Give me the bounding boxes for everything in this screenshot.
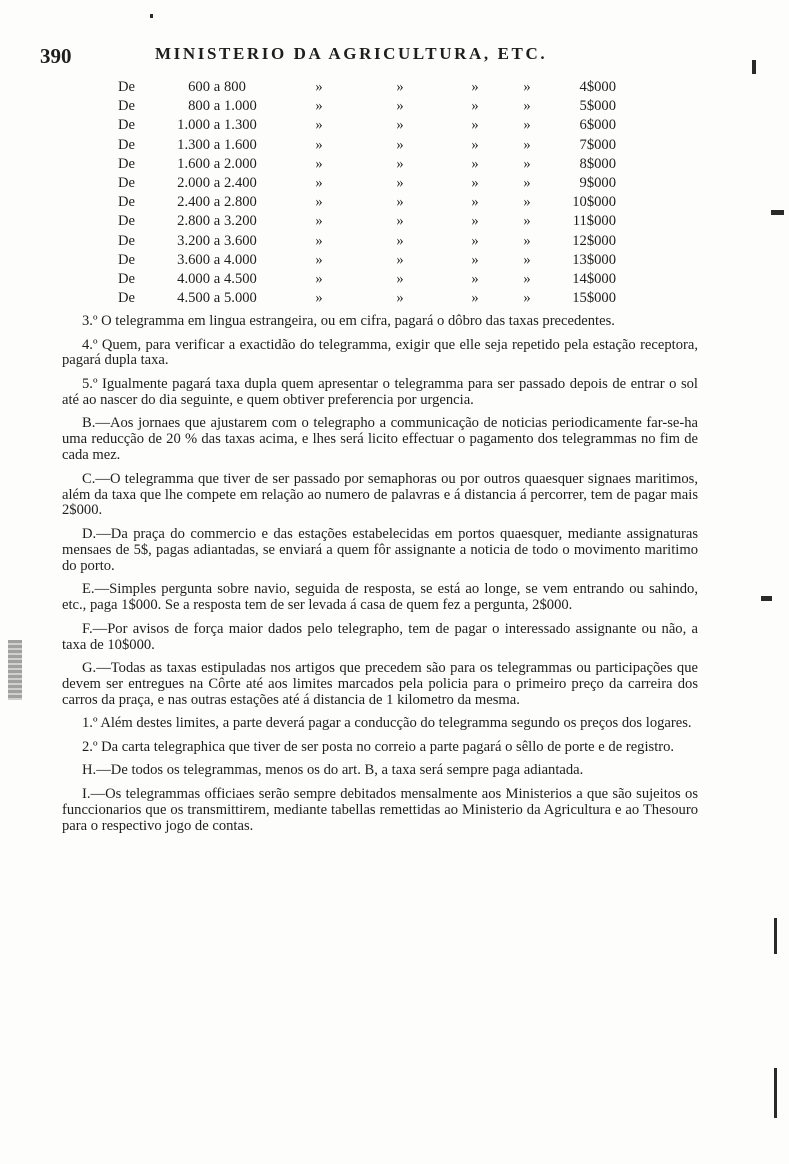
ditto-mark: »	[315, 79, 323, 95]
ditto-mark: »	[471, 290, 479, 307]
margin-mark	[774, 1068, 777, 1118]
tariff-row	[118, 193, 616, 212]
rate-value: 8$000	[579, 155, 616, 172]
margin-mark	[761, 596, 772, 601]
range-to: 800	[224, 79, 246, 95]
range-from: 2.000	[177, 175, 210, 192]
range-to: 3.600	[224, 232, 257, 249]
tariff-row	[118, 116, 616, 135]
ditto-mark: »	[315, 251, 323, 268]
range-to: 2.400	[224, 175, 257, 192]
tariff-row	[118, 251, 616, 270]
ditto-mark: »	[396, 271, 404, 288]
range-to: 4.000	[224, 251, 257, 268]
range-to: 1.000	[224, 98, 257, 115]
range-to: 5.000	[224, 290, 257, 307]
rate-value: 4$000	[579, 79, 616, 95]
paragraph: B.—Aos jornaes que ajustarem com o telegrapho a communicação de noticias periodicamente far-se-ha uma reducção de 20 % das taxas acima, e lhes será licito effectuar o pagamento dos telegrammas no fim de cada mez.	[62, 415, 698, 464]
paragraph: 3.º O telegramma em lingua estrangeira, ou em cifra, pagará o dôbro das taxas precedentes.	[82, 313, 615, 329]
ditto-mark: »	[471, 271, 479, 288]
range-to: 3.200	[224, 213, 257, 230]
range-from: 800	[188, 98, 210, 115]
ditto-mark: »	[523, 175, 531, 192]
ditto-mark: »	[523, 98, 531, 115]
range-connector: a	[213, 117, 221, 134]
rate-value: 9$000	[579, 175, 616, 192]
range-connector: a	[213, 155, 221, 172]
tariff-row	[118, 212, 616, 231]
tariff-row	[118, 270, 616, 289]
ditto-mark: »	[396, 194, 404, 211]
ditto-mark: »	[523, 136, 531, 153]
rate-value: 13$000	[572, 251, 616, 268]
ditto-mark: »	[471, 232, 479, 249]
range-connector: a	[213, 79, 221, 95]
range-connector: a	[213, 194, 221, 211]
tariff-row	[118, 289, 616, 308]
page-edge-stain	[8, 640, 22, 700]
range-connector: a	[213, 232, 221, 249]
rate-value: 14$000	[572, 271, 616, 288]
range-from: 600	[188, 79, 210, 95]
rate-value: 15$000	[572, 290, 616, 307]
ditto-mark: »	[471, 136, 479, 153]
paragraph: G.—Todas as taxas estipuladas nos artigos que precedem são para os telegrammas ou participações que devem ser entregues na Côrte até aos limites marcados pela policia para o primeiro preço da carreira dos carros da praça, e nas outras estações até á distancia de 1 kilometro da mesma.	[62, 660, 698, 708]
tariff-row	[118, 97, 616, 116]
paragraph: 5.º Igualmente pagará taxa dupla quem apresentar o telegramma para ser passado depois de entrar o sol até ao nascer do dia seguinte, e quem obtiver preferencia por urgencia.	[62, 375, 698, 408]
ditto-mark: »	[315, 136, 323, 153]
ditto-mark: »	[315, 98, 323, 115]
paragraph: 4.º Quem, para verificar a exactidão do telegramma, exigir que elle seja repetido pela estação receptora, pagará dupla taxa.	[62, 336, 698, 369]
ditto-mark: »	[523, 251, 531, 268]
tariff-row	[118, 174, 616, 193]
range-to: 1.300	[224, 117, 257, 134]
range-from: 2.400	[177, 194, 210, 211]
running-title: MINISTERIO DA AGRICULTURA, ETC.	[155, 44, 548, 63]
range-from: 2.800	[177, 213, 210, 230]
range-to: 2.000	[224, 155, 257, 172]
ditto-mark: »	[396, 175, 404, 192]
rate-value: 5$000	[579, 98, 616, 115]
rate-value: 7$000	[579, 136, 616, 153]
ditto-mark: »	[396, 117, 404, 134]
ditto-mark: »	[523, 232, 531, 249]
ditto-mark: »	[523, 117, 531, 134]
range-connector: a	[213, 213, 221, 230]
ditto-mark: »	[471, 194, 479, 211]
ditto-mark: »	[523, 194, 531, 211]
row-prefix: De	[118, 175, 136, 192]
paragraph: F.—Por avisos de força maior dados pelo telegrapho, tem de pagar o interessado assignante ou não, a taxa de 10$000.	[62, 620, 698, 653]
ditto-mark: »	[471, 175, 479, 192]
ditto-mark: »	[315, 117, 323, 134]
rate-value: 6$000	[579, 117, 616, 134]
paragraph: H.—De todos os telegrammas, menos os do art. B, a taxa será sempre paga adiantada.	[82, 762, 584, 779]
range-connector: a	[213, 290, 221, 307]
ditto-mark: »	[315, 194, 323, 211]
range-connector: a	[213, 136, 221, 153]
ditto-mark: »	[471, 213, 479, 230]
row-prefix: De	[118, 251, 136, 268]
ditto-mark: »	[396, 290, 404, 307]
range-from: 4.500	[177, 290, 210, 307]
row-prefix: De	[118, 290, 136, 307]
range-connector: a	[213, 175, 221, 192]
margin-mark	[774, 918, 777, 954]
ditto-mark: »	[315, 271, 323, 288]
ditto-mark: »	[315, 232, 323, 249]
ditto-mark: »	[396, 251, 404, 268]
page-number: 390	[40, 44, 72, 68]
row-prefix: De	[118, 271, 136, 288]
range-connector: a	[213, 271, 221, 288]
ditto-mark: »	[315, 155, 323, 172]
rate-value: 10$000	[572, 194, 616, 211]
tariff-row	[118, 232, 616, 251]
ditto-mark: »	[315, 175, 323, 192]
ditto-mark: »	[471, 98, 479, 115]
ditto-mark: »	[396, 155, 404, 172]
ditto-mark: »	[471, 155, 479, 172]
range-to: 4.500	[224, 271, 257, 288]
tariff-row	[118, 155, 616, 174]
margin-mark	[752, 60, 756, 74]
ditto-mark: »	[396, 79, 404, 95]
ditto-mark: »	[471, 79, 479, 95]
ditto-mark: »	[523, 290, 531, 307]
tariff-row	[118, 78, 616, 97]
row-prefix: De	[118, 117, 136, 134]
range-from: 1.000	[177, 117, 210, 134]
ditto-mark: »	[396, 232, 404, 249]
row-prefix: De	[118, 232, 136, 249]
range-connector: a	[213, 98, 221, 115]
ditto-mark: »	[396, 136, 404, 153]
range-from: 3.200	[177, 232, 210, 249]
paragraph: C.—O telegramma que tiver de ser passado por semaphoras ou por outros quaesquer signaes maritimos, além da taxa que lhe compete em relação ao numero de palavras e á distancia á percorrer, tem de pagar mais 2$000.	[62, 470, 698, 519]
body-text	[62, 314, 698, 842]
range-from: 1.300	[177, 136, 210, 153]
range-to: 1.600	[224, 136, 257, 153]
rate-value: 11$000	[572, 213, 616, 230]
tariff-table	[118, 78, 616, 308]
ditto-mark: »	[471, 117, 479, 134]
ditto-mark: »	[471, 251, 479, 268]
ditto-mark: »	[315, 213, 323, 230]
paragraph: D.—Da praça do commercio e das estações estabelecidas em portos quaesquer, mediante assignaturas mensaes de 5$, pagas adiantadas, se enviará a quem fôr assignante a noticia de todo o movimento maritimo do porto.	[62, 525, 698, 574]
ditto-mark: »	[523, 271, 531, 288]
row-prefix: De	[118, 194, 136, 211]
range-from: 4.000	[177, 271, 210, 288]
paragraph: E.—Simples pergunta sobre navio, seguida de resposta, se está ao longe, se vem entrando ou sahindo, etc., paga 1$000. Se a resposta tem de ser levada á casa de quem fez a pergunta, 2$000.	[62, 581, 698, 614]
ditto-mark: »	[396, 213, 404, 230]
paragraph: I.—Os telegrammas officiaes serão sempre debitados mensalmente aos Ministerios a que são sujeitos os funccionarios que os transmittirem, mediante tabellas remettidas ao Ministerio da Agricultura e ao Thesouro para o respectivo jogo de contas.	[62, 785, 698, 834]
rate-value: 12$000	[572, 232, 616, 249]
paragraph: 2.º Da carta telegraphica que tiver de ser posta no correio a parte pagará o sêllo de porte e de registro.	[82, 738, 675, 755]
range-connector: a	[213, 251, 221, 268]
row-prefix: De	[118, 136, 136, 153]
row-prefix: De	[118, 98, 136, 115]
range-from: 1.600	[177, 155, 210, 172]
ditto-mark: »	[523, 79, 531, 95]
row-prefix: De	[118, 155, 136, 172]
row-prefix: De	[118, 79, 136, 95]
range-from: 3.600	[177, 251, 210, 268]
margin-mark	[150, 14, 153, 18]
range-to: 2.800	[224, 194, 257, 211]
tariff-row	[118, 136, 616, 155]
ditto-mark: »	[523, 155, 531, 172]
ditto-mark: »	[523, 213, 531, 230]
row-prefix: De	[118, 213, 136, 230]
margin-mark	[771, 210, 784, 215]
paragraph: 1.º Além destes limites, a parte deverá pagar a conducção do telegramma segundo os preços dos logares.	[82, 715, 692, 732]
ditto-mark: »	[396, 98, 404, 115]
ditto-mark: »	[315, 290, 323, 307]
